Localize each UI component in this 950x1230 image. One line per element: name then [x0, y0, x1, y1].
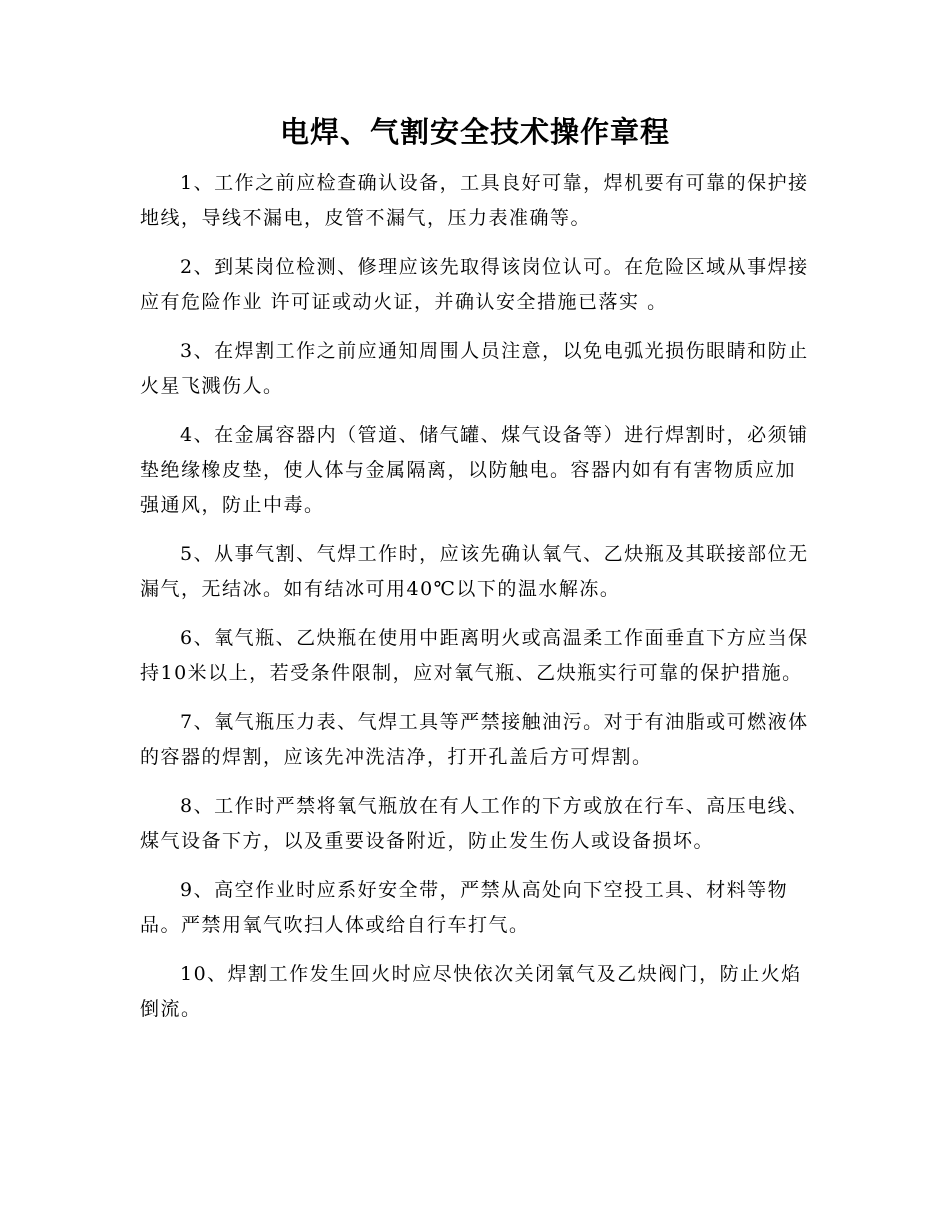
procedure-list	[140, 166, 810, 1041]
procedure-item-8: 8、工作时严禁将氧气瓶放在有人工作的下方或放在行车、高压电线、煤气设备下方，以及重要设备附近，防止发生伤人或设备损坏。	[140, 795, 809, 852]
procedure-item-4: 4、在金属容器内（管道、储气罐、煤气设备等）进行焊割时，必须铺垫绝缘橡皮垫，使人体与金属隔离，以防触电。容器内如有有害物质应加强通风，防止中毒。	[140, 424, 809, 516]
procedure-item-10: 10、焊割工作发生回火时应尽快依次关闭氧气及乙炔阀门，防止火焰倒流。	[140, 963, 802, 1020]
procedure-item-5: 5、从事气割、气焊工作时，应该先确认氧气、乙炔瓶及其联接部位无漏气，无结冰。如有结冰可用40℃以下的温水解冻。	[140, 543, 809, 600]
procedure-item-9: 9、高空作业时应系好安全带，严禁从高处向下空投工具、材料等物品。严禁用氧气吹扫人体或给自行车打气。	[140, 879, 789, 936]
procedure-item-7: 7、氧气瓶压力表、气焊工具等严禁接触油污。对于有油脂或可燃液体的容器的焊割，应该先冲洗洁净，打开孔盖后方可焊割。	[140, 711, 809, 768]
document-title: 电焊、气割安全技术操作章程	[279, 115, 670, 149]
procedure-item-1: 1、工作之前应检查确认设备，工具良好可靠，焊机要有可靠的保护接地线，导线不漏电，皮管不漏气，压力表准确等。	[140, 172, 809, 229]
procedure-item-3: 3、在焊割工作之前应通知周围人员注意，以免电弧光损伤眼睛和防止火星飞溅伤人。	[140, 340, 809, 397]
procedure-item-2: 2、到某岗位检测、修理应该先取得该岗位认可。在危险区域从事焊接应有危险作业 许可证或动火证，并确认安全措施已落实 。	[140, 256, 809, 313]
procedure-item-6: 6、氧气瓶、乙炔瓶在使用中距离明火或高温柔工作面垂直下方应当保持10米以上，若受条件限制，应对氧气瓶、乙炔瓶实行可靠的保护措施。	[140, 627, 809, 684]
